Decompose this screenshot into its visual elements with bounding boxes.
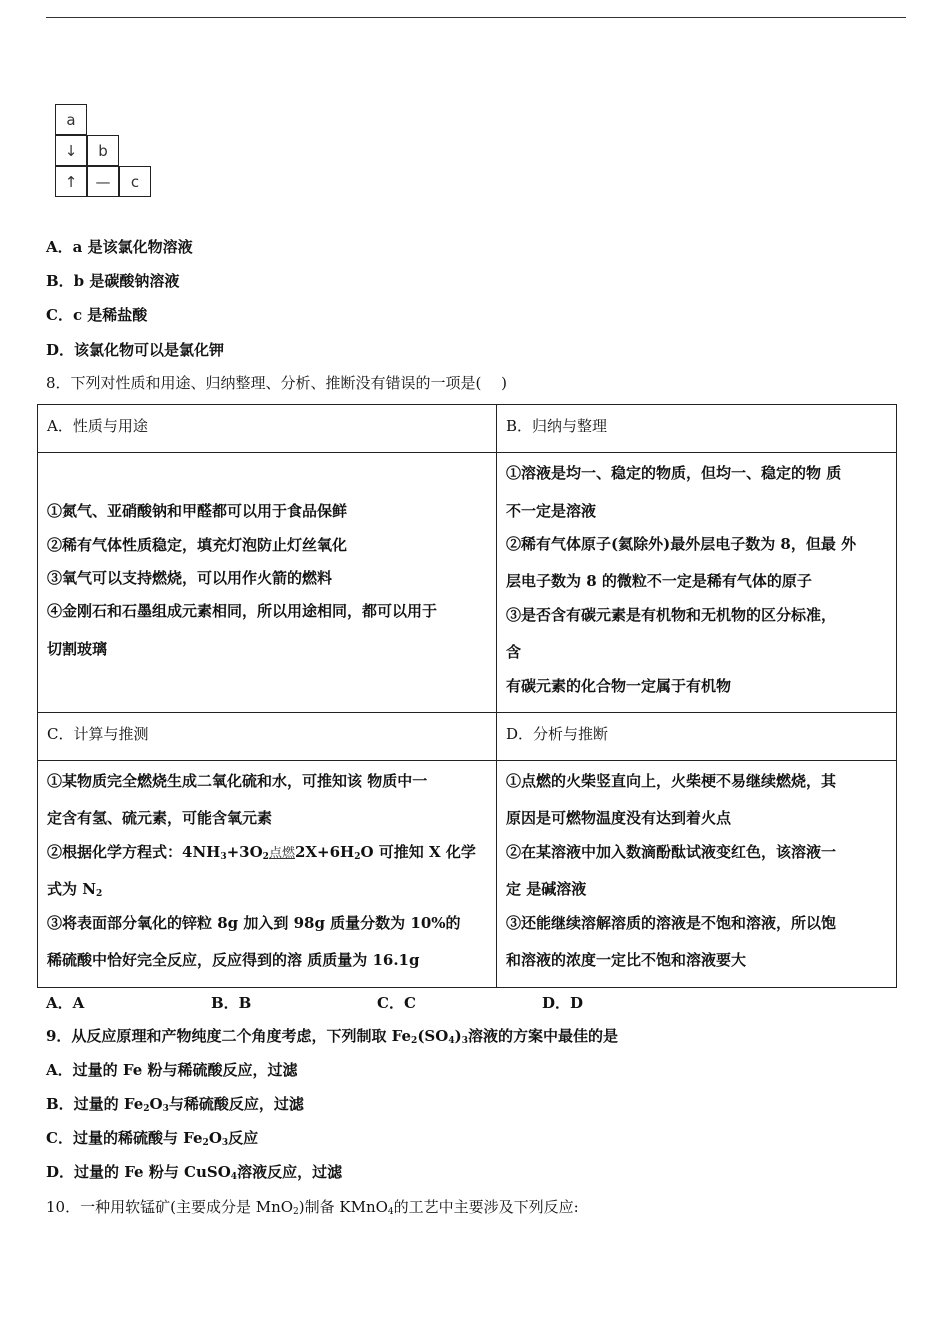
table-divider-h3 — [38, 760, 896, 761]
dash-cell: — — [87, 166, 119, 197]
c-eq-part: +3O — [226, 843, 263, 861]
b-line-3: ②稀有气体原子(氦除外)最外层电子数为 8，但最 外 — [506, 535, 857, 553]
c-sub: 2 — [95, 889, 103, 899]
d-line-4: 定 是碱溶液 — [506, 880, 587, 898]
q9-text: 9．从反应原理和产物纯度二个角度考虑，下列制取 Fe — [46, 1027, 412, 1045]
q10-sub: 2 — [293, 1207, 299, 1217]
q9b-text: B．过量的 Fe — [46, 1095, 144, 1113]
q8-table — [37, 404, 897, 988]
q8-option-b: B．B — [211, 994, 252, 1012]
b-line-1: ①溶液是均一、稳定的物质，但均一、稳定的物 质 — [506, 464, 842, 482]
q9-text: ) — [454, 1027, 462, 1045]
q8-option-a: A．A — [46, 994, 85, 1012]
q9-option-c — [46, 1127, 258, 1148]
q9c-text: O — [208, 1129, 222, 1147]
q9d-text: 溶液反应，过滤 — [237, 1163, 343, 1181]
reaction-condition: 点燃 — [268, 846, 295, 861]
q8-option-d: D．D — [542, 994, 584, 1012]
q10-text: )制备 KMnO — [298, 1198, 388, 1216]
q9b-text: 与稀硫酸反应，过滤 — [168, 1095, 304, 1113]
q8-option-c: C．C — [377, 994, 416, 1012]
q9b-sub: 2 — [143, 1104, 150, 1114]
q9b-text: O — [149, 1095, 163, 1113]
c-line-5: ③将表面部分氧化的锌粒 8g 加入到 98g 质量分数为 10%的 — [47, 914, 461, 932]
d-line-3: ②在某溶液中加入数滴酚酞试液变红色，该溶液一 — [506, 843, 837, 861]
b-line-4: 层电子数为 8 的微粒不一定是稀有气体的原子 — [506, 572, 812, 590]
q9-stem — [46, 1025, 618, 1046]
c-line-4 — [47, 878, 102, 899]
q7-option-b: B．b 是碳酸钠溶液 — [46, 272, 180, 290]
d-line-1: ①点燃的火柴竖直向上，火柴梗不易继续燃烧，其 — [506, 772, 837, 790]
b-line-7: 有碳元素的化合物一定属于有机物 — [506, 677, 732, 695]
table-divider-h1 — [38, 452, 896, 453]
grid-cell-a: a — [55, 104, 87, 135]
grid-cell-b: b — [87, 135, 119, 166]
q9-text: 溶液的方案中最佳的是 — [467, 1027, 618, 1045]
q9c-sub: 3 — [221, 1138, 229, 1148]
a-line-4: ④金刚石和石墨组成元素相同，所以用途相同，都可以用于 — [47, 602, 438, 620]
b-line-5: ③是否含有碳元素是有机物和无机物的区分标准， — [506, 606, 837, 624]
c-text: 式为 N — [47, 880, 96, 898]
a-line-3: ③氧气可以支持燃烧，可以用作火箭的燃料 — [47, 569, 333, 587]
table-divider-v — [496, 405, 497, 987]
a-line-2: ②稀有气体性质稳定，填充灯泡防止灯丝氧化 — [47, 536, 348, 554]
c-line-2: 定含有氢、硫元素，可能含氧元素 — [47, 809, 273, 827]
header-d: D．分析与推断 — [506, 725, 609, 743]
q9-sub: 2 — [411, 1036, 418, 1046]
q9-option-d — [46, 1161, 342, 1182]
c-eq-sub: 2 — [354, 852, 361, 862]
header-c: C．计算与推测 — [47, 725, 149, 743]
d-line-2: 原因是可燃物温度没有达到着火点 — [506, 809, 732, 827]
q10-text: 的工艺中主要涉及下列反应: — [393, 1198, 579, 1216]
c-line-1: ①某物质完全燃烧生成二氧化硫和水，可推知该 物质中一 — [47, 772, 428, 790]
q9c-sub: 2 — [202, 1138, 209, 1148]
q9-sub: 3 — [461, 1036, 468, 1046]
up-arrow-icon: ↑ — [55, 166, 87, 197]
q7-option-c: C．c 是稀盐酸 — [46, 306, 148, 324]
q9-text: (SO — [417, 1027, 449, 1045]
c-eq-part: 2X+6H — [294, 843, 355, 861]
header-a: A．性质与用途 — [47, 417, 148, 435]
q9c-text: C．过量的稀硫酸与 Fe — [46, 1129, 203, 1147]
q9c-text: 反应 — [228, 1129, 259, 1147]
d-line-6: 和溶液的浓度一定比不饱和溶液要大 — [506, 951, 747, 969]
a-line-1: ①氮气、亚硝酸钠和甲醛都可以用于食品保鲜 — [47, 502, 348, 520]
q7-option-a: A．a 是该氯化物溶液 — [46, 238, 193, 256]
c-eq-part: O 可推知 X 化学 — [360, 843, 476, 861]
q9d-text: D．过量的 Fe 粉与 CuSO — [46, 1163, 231, 1181]
table-divider-h2 — [38, 712, 896, 713]
header-b: B．归纳与整理 — [506, 417, 608, 435]
d-line-5: ③还能继续溶解溶质的溶液是不饱和溶液，所以饱 — [506, 914, 837, 932]
q10-sub: 4 — [387, 1207, 394, 1217]
down-arrow-icon: ↓ — [55, 135, 87, 166]
c-eq-sub: 2 — [262, 852, 269, 862]
q8-stem: 8．下列对性质和用途、归纳整理、分析、推断没有错误的一项是( ) — [46, 374, 508, 392]
c-eq-sub: 3 — [220, 852, 227, 862]
c-line-3 — [47, 841, 476, 862]
q9d-sub: 4 — [230, 1172, 238, 1182]
q9-option-b — [46, 1093, 304, 1114]
c-line-6: 稀硫酸中恰好完全反应，反应得到的溶 质质量为 16.1g — [47, 951, 420, 969]
a-line-5: 切割玻璃 — [47, 640, 108, 658]
q7-option-d: D．该氯化物可以是氯化钾 — [46, 341, 225, 359]
grid-cell-c: c — [119, 166, 151, 197]
b-line-6: 含 — [506, 643, 522, 661]
q9-sub: 4 — [448, 1036, 455, 1046]
q10-stem — [46, 1196, 579, 1217]
q9b-sub: 3 — [162, 1104, 169, 1114]
q9-option-a: A．过量的 Fe 粉与稀硫酸反应，过滤 — [46, 1061, 298, 1079]
header-rule — [46, 17, 906, 18]
q10-text: 10．一种用软锰矿(主要成分是 MnO — [46, 1198, 294, 1216]
b-line-2: 不一定是溶液 — [506, 502, 597, 520]
c-eq-part: ②根据化学方程式：4NH — [47, 843, 221, 861]
